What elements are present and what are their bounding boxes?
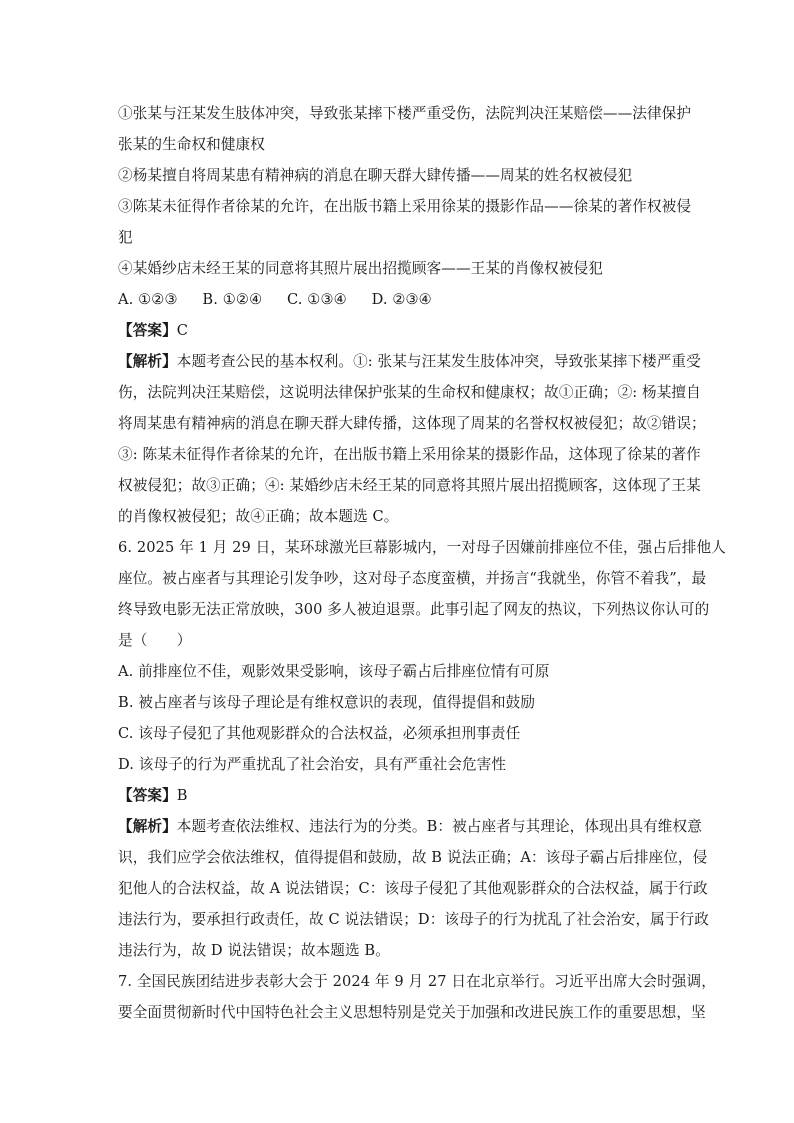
q5-answer-label: 【答案】 bbox=[118, 322, 177, 339]
q5-analysis-label: 【解析】 bbox=[118, 353, 177, 370]
q6-option-d: D. 该母子的行为严重扰乱了社会治安，具有严重社会危害性 bbox=[118, 756, 507, 773]
q6-answer bbox=[118, 780, 680, 811]
q7-stem-line-2: 要全面贯彻新时代中国特色社会主义思想特别是党关于加强和改进民族工作的重要思想，坚 bbox=[118, 1004, 706, 1021]
q6-option-c: C. 该母子侵犯了其他观影群众的合法权益，必须承担刑事责任 bbox=[118, 725, 521, 742]
q6-analysis-line-1 bbox=[118, 811, 702, 842]
q6-stem-line-4: 是（ ） bbox=[118, 632, 192, 649]
q6-analysis-line-5: 违法行为，故 D 说法错误；故本题选 B。 bbox=[118, 942, 390, 959]
q5-item-1-line-2: 张某的生命权和健康权 bbox=[118, 136, 265, 153]
q6-analysis-text-1: 本题考查依法维权、违法行为的分类。B：被占座者与其理论，体现出具有维权意 bbox=[176, 818, 702, 835]
q5-option-a: A. ①②③ bbox=[118, 291, 178, 308]
q5-analysis-line-2: 伤，法院判决汪某赔偿，这说明法律保护张某的生命权和健康权；故①正确；②: 杨某擅自 bbox=[118, 384, 701, 401]
document-page bbox=[118, 98, 726, 1028]
q6-analysis-label: 【解析】 bbox=[118, 818, 177, 835]
q5-item-3-line-1: ③陈某未征得作者徐某的允许，在出版书籍上采用徐某的摄影作品——徐某的著作权被侵 bbox=[118, 198, 692, 215]
q5-option-c: C. ①③④ bbox=[287, 291, 347, 308]
q5-analysis-line-5: 权被侵犯；故③正确；④: 某婚纱店未经王某的同意将其照片展出招揽顾客，这体现了王某 bbox=[118, 477, 701, 494]
q5-option-d: D. ②③④ bbox=[371, 291, 432, 308]
q6-option-a: A. 前排座位不佳，观影效果受影响，该母子霸占后排座位情有可原 bbox=[118, 663, 550, 680]
q5-analysis-text-1: 本题考查公民的基本权利。①: 张某与汪某发生肢体冲突，导致张某摔下楼严重受 bbox=[176, 353, 701, 370]
q5-item-3-line-2: 犯 bbox=[118, 229, 133, 246]
q5-analysis-line-3: 将周某患有精神病的消息在聊天群大肆传播，这体现了周某的名誉权权被侵犯；故②错误； bbox=[118, 415, 706, 432]
q6-analysis-line-3: 犯他人的合法权益，故 A 说法错误；C：该母子侵犯了其他观影群众的合法权益，属于行政 bbox=[118, 880, 708, 897]
q5-answer bbox=[118, 315, 680, 346]
q6-analysis-line-4: 违法行为，要承担行政责任，故 C 说法错误；D：该母子的行为扰乱了社会治安，属于行政 bbox=[118, 911, 709, 928]
q5-analysis-line-4: ③: 陈某未征得作者徐某的允许，在出版书籍上采用徐某的摄影作品，这体现了徐某的著作 bbox=[118, 446, 701, 463]
q5-analysis-line-6: 的肖像权被侵犯；故④正确；故本题选 C。 bbox=[118, 508, 399, 525]
q5-option-b: B. ①②④ bbox=[202, 291, 263, 308]
q6-answer-value: B bbox=[176, 787, 188, 804]
q6-option-b: B. 被占座者与该母子理论是有维权意识的表现，值得提倡和鼓励 bbox=[118, 694, 536, 711]
q6-analysis-line-2: 识，我们应学会依法维权，值得提倡和鼓励，故 B 说法正确；A：该母子霸占后排座位，侵 bbox=[118, 849, 708, 866]
q5-options bbox=[118, 284, 680, 315]
q5-answer-value: C bbox=[176, 322, 189, 339]
q5-item-1-line-1: ①张某与汪某发生肢体冲突，导致张某摔下楼严重受伤，法院判决汪某赔偿——法律保护 bbox=[118, 105, 692, 122]
q5-item-4: ④某婚纱店未经王某的同意将其照片展出招揽顾客——王某的肖像权被侵犯 bbox=[118, 260, 603, 277]
q5-analysis-line-1 bbox=[118, 346, 701, 377]
q7-stem-line-1: 7. 全国民族团结进步表彰大会于 2024 年 9 月 27 日在北京举行。习近平出席大会时强调， bbox=[118, 973, 716, 990]
q6-stem-line-2: 座位。被占座者与其理论引发争吵，这对母子态度蛮横，并扬言“我就坐，你管不着我”，最 bbox=[118, 570, 707, 587]
q6-answer-label: 【答案】 bbox=[118, 787, 177, 804]
q6-stem-line-1: 6. 2025 年 1 月 29 日，某环球激光巨幕影城内，一对母子因嫌前排座位不佳，强占后排他人 bbox=[118, 539, 726, 556]
q6-stem-line-3: 终导致电影无法正常放映，300 多人被迫退票。此事引起了网友的热议，下列热议你认可的 bbox=[118, 601, 710, 618]
q5-item-2: ②杨某擅自将周某患有精神病的消息在聊天群大肆传播——周某的姓名权被侵犯 bbox=[118, 167, 633, 184]
